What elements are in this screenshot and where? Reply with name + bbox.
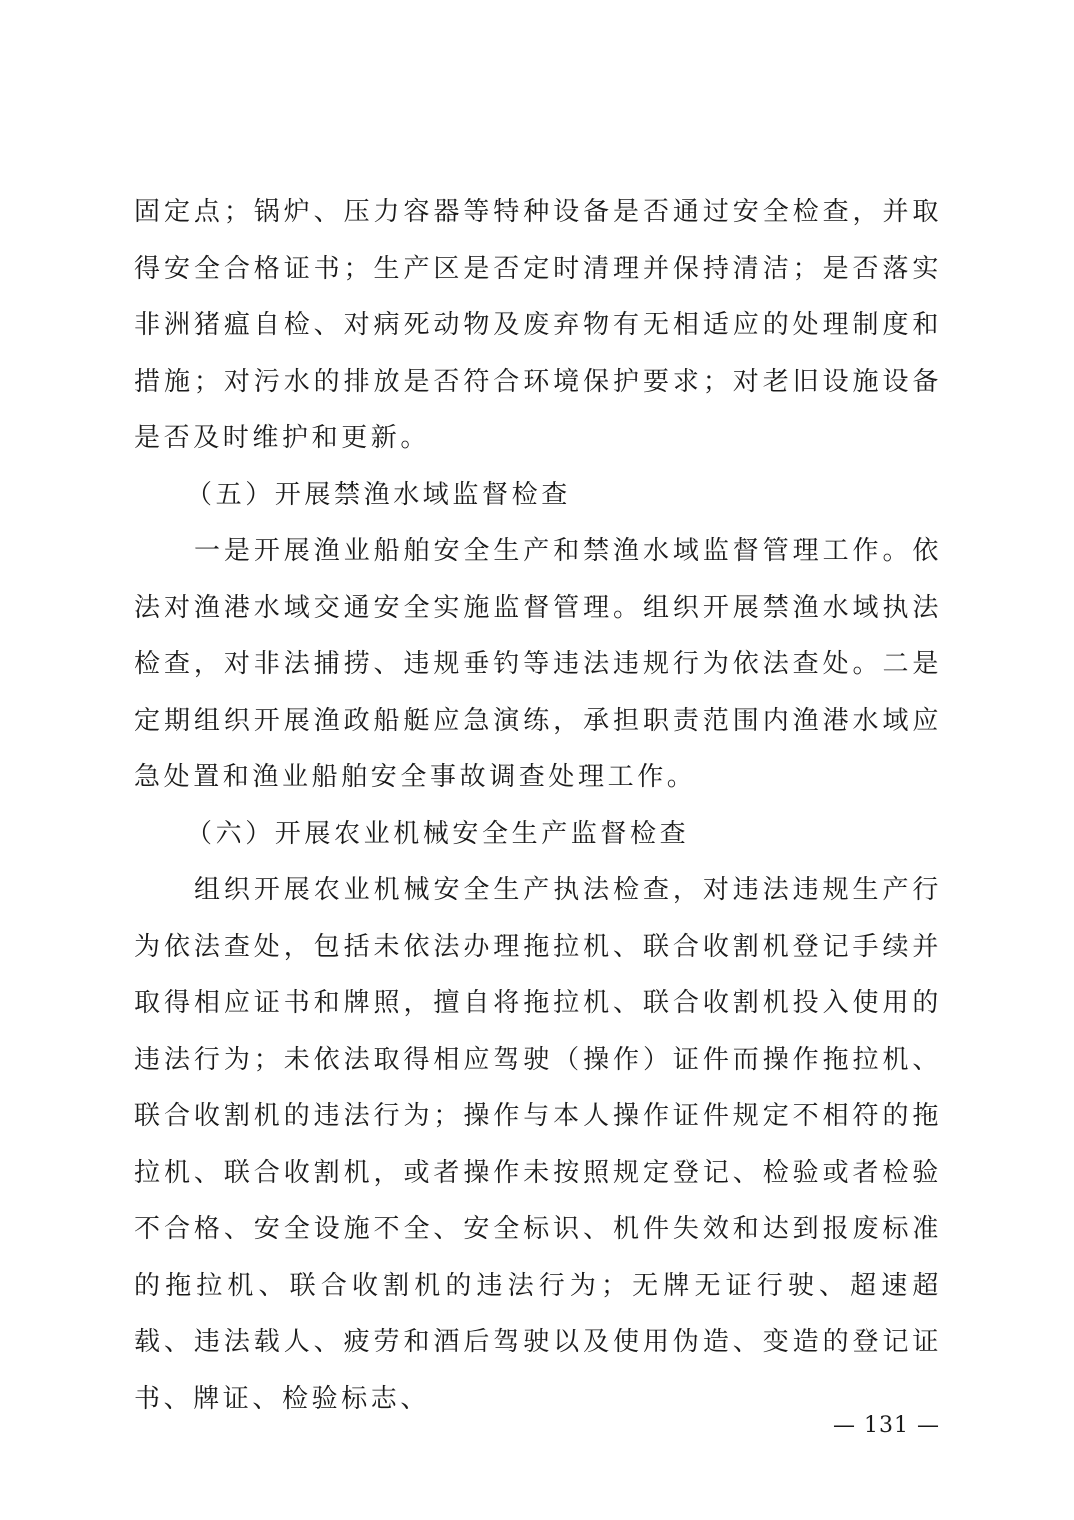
section-heading-six: （六）开展农业机械安全生产监督检查 xyxy=(186,818,690,849)
paragraph-fishery-supervision: 一是开展渔业船舶安全生产和禁渔水域监督管理工作。依法对渔港水域交通安全实施监督管理。组织开展禁渔水域执法检查，对非法捕捞、违规垂钓等违法违规行为依法查处。二是定期组织开展渔政船艇应急演练，承担职责范围内渔港水域应急处置和渔业船舶安全事故调查处理工作。 xyxy=(134,536,942,792)
paragraph-body-continued: 固定点；锅炉、压力容器等特种设备是否通过安全检查，并取得安全合格证书；生产区是否定时清理并保持清洁；是否落实非洲猪瘟自检、对病死动物及废弃物有无相适应的处理制度和措施；对污水的排放是否符合环境保护要求；对老旧设施设备是否及时维护和更新。 xyxy=(134,197,942,453)
section-heading-five: （五）开展禁渔水域监督检查 xyxy=(186,479,571,510)
paragraph-agricultural-machinery: 组织开展农业机械安全生产执法检查，对违法违规生产行为依法查处，包括未依法办理拖拉机、联合收割机登记手续并取得相应证书和牌照，擅自将拖拉机、联合收割机投入使用的违法行为；未依法取得相应驾驶（操作）证件而操作拖拉机、联合收割机的违法行为；操作与本人操作证件规定不相符的拖拉机、联合收割机，或者操作未按照规定登记、检验或者检验不合格、安全设施不全、安全标识、机件失效和达到报废标准的拖拉机、联合收割机的违法行为；无牌无证行驶、超速超载、违法载人、疲劳和酒后驾驶以及使用伪造、变造的登记证书、牌证、检验标志、 xyxy=(134,875,942,1414)
document-body xyxy=(134,184,942,1427)
page-number: — 131 — xyxy=(833,1413,940,1438)
